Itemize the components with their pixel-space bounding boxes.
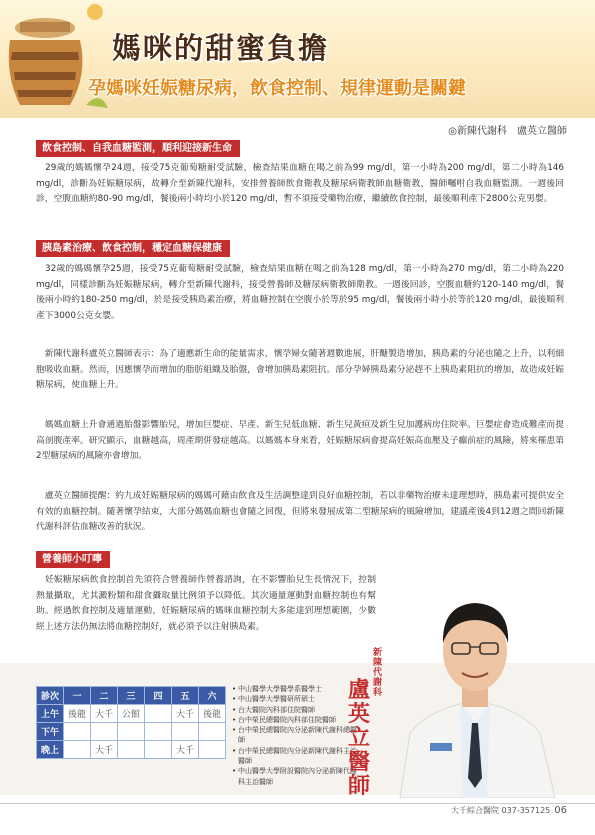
credential-item: • 中山醫學大學醫研所碩士 bbox=[232, 694, 360, 704]
credential-item: • 中山醫學大學附設醫院內分泌新陳代謝科主治醫師 bbox=[232, 766, 360, 787]
doctor-portrait bbox=[390, 573, 570, 798]
paragraph-case-1: 29歲的媽媽懷孕24週，接受75克葡萄糖耐受試驗，檢查結果血糖在喝之前為99 mg/dl，第一小時為200 mg/dl，第二小時為146 mg/dl，診斷為妊娠糖尿病，故轉介至新陳代謝科，安排營養師飲食衛教及糖尿病衛教師血糖衛教，醫師囑咐自我血糖監測。一週後回診，空腹血糖約80-90 mg/dl，餐後兩小時均小於120 mg/dl，暫不須接受藥物治療，繼續飲食控制，最後順利產下2800公克男嬰。 bbox=[36, 163, 564, 204]
credential-item: • 台中榮民總醫院內分泌新陳代謝科主治醫師 bbox=[232, 746, 360, 767]
schedule-header-cell: 一 bbox=[64, 687, 91, 705]
schedule-row-morning bbox=[37, 705, 226, 723]
schedule-cell bbox=[91, 723, 118, 741]
page-subtitle: 孕媽咪妊娠糖尿病，飲食控制、規律運動是關鍵 bbox=[88, 78, 466, 99]
schedule-header-row bbox=[37, 687, 226, 705]
schedule-cell: 大千 bbox=[172, 705, 199, 723]
credential-item: • 台中榮民總醫院內科部住院醫師 bbox=[232, 715, 360, 725]
paragraph-case-2: 32歲的媽媽懷孕25週，接受75克葡萄糖耐受試驗，檢查結果血糖在喝之前為128 mg/dl，第一小時為270 mg/dl，第二小時為220 mg/dl，同樣診斷為妊娠糖尿病，轉介至新陳代謝科，接受營養師及糖尿病衛教師衛教。一週後回診，空腹血糖約120-140 mg/dl，餐後兩小時約180-250 mg/dl，於是接受胰島素治療，將血糖控制在空腹小於等於95 mg/dl，餐後兩小時小於等於120 mg/dl，最後順利產下3000公克女嬰。 bbox=[36, 264, 564, 321]
clinic-schedule-table bbox=[36, 686, 226, 759]
schedule-cell: 大千 bbox=[91, 741, 118, 759]
section-label-diet-control: 飲食控制、自我血糖監測，順利迎接新生命 bbox=[36, 140, 240, 157]
doctor-department: 新陳代謝科 bbox=[373, 648, 383, 698]
schedule-row-evening bbox=[37, 741, 226, 759]
header-banner bbox=[0, 0, 595, 118]
schedule-cell bbox=[145, 705, 172, 723]
schedule-cell bbox=[118, 741, 145, 759]
credential-item: • 台中榮民總醫院內分泌新陳代謝科總醫師 bbox=[232, 725, 360, 746]
doctor-name: 盧英立醫師 bbox=[348, 677, 371, 799]
schedule-header-cell: 四 bbox=[145, 687, 172, 705]
doctor-credentials-list bbox=[232, 684, 360, 787]
schedule-cell: 後龍 bbox=[199, 705, 226, 723]
footer-hospital: 大千綜合醫院 037-357125 bbox=[451, 806, 551, 815]
schedule-row-afternoon bbox=[37, 723, 226, 741]
honey-jar-illustration bbox=[0, 0, 110, 118]
schedule-header-cell: 五 bbox=[172, 687, 199, 705]
section-label-insulin-therapy: 胰島素治療、飲食控制，穩定血糖保健康 bbox=[36, 240, 230, 257]
schedule-header-cell: 三 bbox=[118, 687, 145, 705]
author-byline: ◎新陳代謝科 盧英立醫師 bbox=[448, 126, 567, 137]
schedule-cell bbox=[199, 723, 226, 741]
schedule-row-label: 晚上 bbox=[37, 741, 64, 759]
paragraph-doctor-explanation: 新陳代謝科盧英立醫師表示：為了適應新生命的能量需求，懷孕婦女隨著週數進展，肝醣製造增加，胰島素的分泌也隨之上升，以利細胞吸收血糖。然而，因應懷孕而增加的脂肪組織及胎盤，會增加胰島素阻抗。部分孕婦胰島素分泌趕不上胰島素阻抗的增加，故造成妊娠糖尿病，使血糖上升。 bbox=[36, 349, 564, 390]
schedule-header-cell: 診次 bbox=[37, 687, 64, 705]
paragraph-nutritionist: 妊娠糖尿病飲食控制首先須符合營養師作營養諮詢，在不影響胎兒生長情況下，控制熱量攝取，尤其澱粉類和甜食攝取量比例須予以降低。其次適量運動對血糖控制也有幫助。經過飲食控制及適量運動，妊娠糖尿病的媽咪血糖控制大多能達到理想範圍，少數經上述方法仍無法將血糖控制好，就必須予以注射胰島素。 bbox=[36, 575, 376, 632]
paragraph-complications: 媽媽血糖上升會通過胎盤影響胎兒，增加巨嬰症、早產、新生兒低血糖、新生兒黃疸及新生兒加護病房住院率。巨嬰症會造成難產而提高剖腹產率。研究顯示，血糖越高，周產期併發症越高。以媽媽本身來看，妊娠糖尿病會提高妊娠高血壓及子癲前症的風險，將來罹患第2型糖尿病的風險亦會增加。 bbox=[36, 420, 564, 461]
schedule-cell: 大千 bbox=[172, 741, 199, 759]
schedule-cell bbox=[64, 741, 91, 759]
schedule-header-cell: 六 bbox=[199, 687, 226, 705]
credential-item: • 台大醫院內科部住院醫師 bbox=[232, 705, 360, 715]
schedule-header-cell: 二 bbox=[91, 687, 118, 705]
footer-divider bbox=[0, 803, 595, 804]
paragraph-doctor-reminder: 盧英立醫師提醒：約九成妊娠糖尿病的媽媽可藉由飲食及生活調整達到良好血糖控制，若以非藥物治療未達理想時，胰島素可提供安全有效的血糖控制。隨著懷孕結束，大部分媽媽血糖也會隨之回復，但將來發展成第二型糖尿病的風險增加，建議產後4到12週之間回新陳代謝科評估血糖改善的狀況。 bbox=[36, 491, 564, 532]
page-title: 媽咪的甜蜜負擔 bbox=[112, 31, 330, 65]
schedule-cell bbox=[64, 723, 91, 741]
schedule-cell: 公館 bbox=[118, 705, 145, 723]
schedule-cell bbox=[145, 723, 172, 741]
page-footer bbox=[451, 805, 567, 816]
credential-item: • 中山醫學大學醫學系醫學士 bbox=[232, 684, 360, 694]
page-number: 06 bbox=[554, 805, 567, 816]
schedule-cell: 後龍 bbox=[64, 705, 91, 723]
schedule-row-label: 上午 bbox=[37, 705, 64, 723]
schedule-row-label: 下午 bbox=[37, 723, 64, 741]
schedule-cell: 大千 bbox=[91, 705, 118, 723]
schedule-cell bbox=[118, 723, 145, 741]
schedule-cell bbox=[145, 741, 172, 759]
schedule-cell bbox=[172, 723, 199, 741]
section-label-nutritionist-tips: 營養師小叮嚀 bbox=[36, 551, 110, 568]
schedule-cell bbox=[199, 741, 226, 759]
